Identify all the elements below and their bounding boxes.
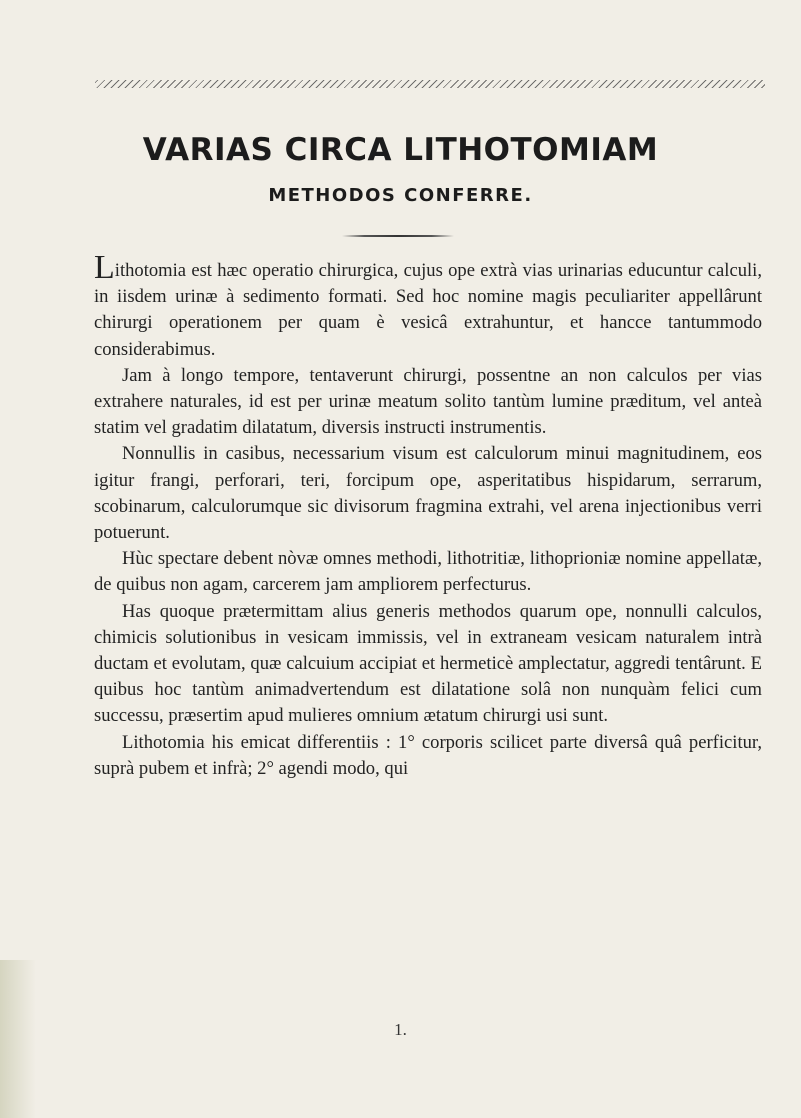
paragraph-1 xyxy=(94,249,762,363)
page-number: 1. xyxy=(394,1020,407,1039)
paragraph-4: Hùc spectare debent nòvæ omnes methodi, lithotritiæ, lithoprioniæ nomine appellatæ, de quibus non agam, carcerem jam ampliorem perfecturus. xyxy=(94,548,762,596)
page-edge-shadow xyxy=(0,960,36,1118)
paragraph-2: Jam à longo tempore, tentaverunt chirurgi, possentne an non calculos per vias extrahere naturales, id est per urinæ meatum solito tantùm lumine præditum, vel anteà statim vel gradatim dilatatum, diversis instructi instrumentis. xyxy=(94,364,762,439)
chapter-title: VARIAS CIRCA LITHOTOMIAM xyxy=(142,132,659,168)
paragraph-5: Has quoque prætermittam alius generis methodos quarum ope, nonnulli calculos, chimicis solutionibus in vesicam immissis, vel in extraneam vesicam naturalem intrà ductam et evolutam, quæ calcuium accipiat et hermeticè amplectatur, aggredi tentârunt. E quibus hoc tantùm animadvertendum est dilatatione solâ non nunquàm felici cum successu, præsertim apud mulieres omnium ætatum chirurgi usi sunt. xyxy=(94,600,762,727)
chapter-subtitle: METHODOS CONFERRE. xyxy=(268,185,533,206)
decorative-top-rule xyxy=(95,80,765,88)
body-text xyxy=(94,249,762,782)
paragraph-1-text: ithotomia est hæc operatio chirurgica, cujus ope extrà vias urinarias educuntur calculi, in iisdem urinæ à sedimento formati. Sed hoc nomine magis peculiariter appellârunt chirurgi operationem per quam è vesicâ extrahuntur, et hancce tantummodo considerabimus. xyxy=(94,260,762,360)
title-divider xyxy=(342,235,454,237)
paragraph-3: Nonnullis in casibus, necessarium visum est calculorum minui magnitudinem, eos igitur frangi, perforari, teri, forcipum ope, asperitatibus hispidarum, serrarum, scobinarum, calculorumque sic divisorum fragmina extrahi, vel arena injectionibus verri potuerunt. xyxy=(94,443,762,544)
initial-letter: L xyxy=(94,249,115,286)
paragraph-6: Lithotomia his emicat differentiis : 1° corporis scilicet parte diversâ quâ perficitur, suprà pubem et infrà; 2° agendi modo, qui xyxy=(94,731,762,779)
